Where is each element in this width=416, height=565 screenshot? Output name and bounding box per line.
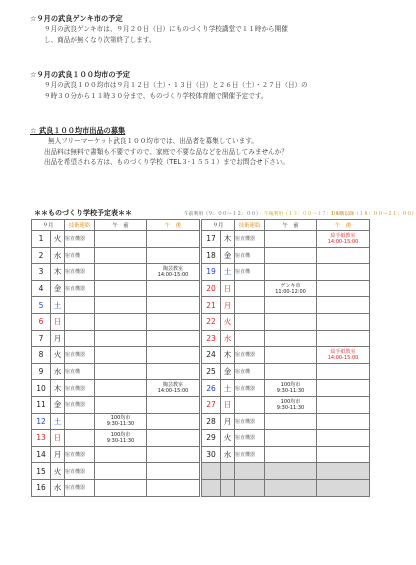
header-row xyxy=(32,220,370,231)
right-day-number: 28 xyxy=(202,413,221,430)
right-pm-event xyxy=(317,247,370,264)
left-day-weekday: 木 xyxy=(51,380,65,397)
right-am-event xyxy=(265,297,317,314)
left-sched-note: 宿直機器 xyxy=(65,347,95,364)
right-day-number: 21 xyxy=(202,297,221,314)
section-title: ☆ 武良１００均市出品の募集 xyxy=(30,126,126,135)
day-row xyxy=(32,280,370,297)
calendar-title: ＊＊ものづくり学校予定表＊＊ xyxy=(34,209,132,217)
right-am-event xyxy=(265,231,317,248)
right-am-event xyxy=(265,446,317,463)
left-header-am: 午 前 xyxy=(95,220,147,231)
right-pm-event xyxy=(317,446,370,463)
left-day-number: 13 xyxy=(32,430,51,447)
left-sched-note xyxy=(65,313,95,330)
right-am-event xyxy=(265,479,317,496)
right-day-weekday: 金 xyxy=(221,363,235,380)
left-pm-event xyxy=(147,330,200,347)
right-day-weekday xyxy=(221,479,235,496)
right-am-event xyxy=(265,313,317,330)
right-am-event: ゲンキ市 11:00-12:00 xyxy=(265,280,317,297)
right-sched-note xyxy=(235,313,265,330)
section-title: ☆９月の武良１００均市の予定 xyxy=(30,70,130,79)
section-100yen-market xyxy=(30,70,380,101)
day-row xyxy=(32,446,370,463)
section-title: ☆９月の武良ゲンキ市の予定 xyxy=(30,14,123,23)
day-row xyxy=(32,396,370,413)
right-day-number: 26 xyxy=(202,380,221,397)
left-pm-event xyxy=(147,347,200,364)
day-row xyxy=(32,363,370,380)
right-day-number: 27 xyxy=(202,396,221,413)
right-pm-event xyxy=(317,396,370,413)
right-sched-note: 宿直機器 xyxy=(235,231,265,248)
left-pm-event xyxy=(147,297,200,314)
left-header-pm: 午 後 xyxy=(147,220,200,231)
left-am-event xyxy=(95,313,147,330)
left-day-number: 7 xyxy=(32,330,51,347)
right-day-number: 17 xyxy=(202,231,221,248)
left-sched-note: 宿直機 xyxy=(65,363,95,380)
left-pm-event xyxy=(147,430,200,447)
left-pm-event xyxy=(147,231,200,248)
left-sched-note xyxy=(65,413,95,430)
left-day-number: 8 xyxy=(32,347,51,364)
day-row xyxy=(32,347,370,364)
right-day-weekday: 水 xyxy=(221,330,235,347)
right-sched-note xyxy=(235,396,265,413)
right-day-weekday: 水 xyxy=(221,446,235,463)
right-am-event xyxy=(265,463,317,480)
section-line: し、商品が無くなり次第終了します。 xyxy=(44,35,156,44)
left-sched-note: 宿直機器 xyxy=(65,463,95,480)
left-day-weekday: 日 xyxy=(51,313,65,330)
left-day-weekday: 火 xyxy=(51,463,65,480)
right-pm-event xyxy=(317,479,370,496)
right-pm-event xyxy=(317,463,370,480)
right-pm-event xyxy=(317,297,370,314)
day-row xyxy=(32,297,370,314)
right-am-event: 100均市 9:30-11:30 xyxy=(265,396,317,413)
left-day-weekday: 水 xyxy=(51,363,65,380)
left-day-number: 4 xyxy=(32,280,51,297)
right-sched-note: 宿直機 xyxy=(235,264,265,281)
right-day-number: 18 xyxy=(202,247,221,264)
right-day-number xyxy=(202,479,221,496)
left-am-event xyxy=(95,247,147,264)
left-sched-note: 宿直機器 xyxy=(65,479,95,496)
left-sched-note xyxy=(65,430,95,447)
right-day-weekday: 火 xyxy=(221,313,235,330)
left-pm-event xyxy=(147,363,200,380)
right-sched-note: 宿直機器 xyxy=(235,347,265,364)
right-day-number: 30 xyxy=(202,446,221,463)
day-row xyxy=(32,479,370,496)
right-pm-event xyxy=(317,330,370,347)
left-pm-event xyxy=(147,413,200,430)
left-am-event: 100均市 9:30-11:30 xyxy=(95,430,147,447)
left-day-weekday: 金 xyxy=(51,280,65,297)
left-am-event xyxy=(95,264,147,281)
right-pm-event xyxy=(317,430,370,447)
left-day-number: 1 xyxy=(32,231,51,248)
right-header-pm: 午 後 xyxy=(317,220,370,231)
right-sched-note: 宿直機器 xyxy=(235,380,265,397)
left-pm-event xyxy=(147,463,200,480)
day-row xyxy=(32,313,370,330)
left-day-number: 9 xyxy=(32,363,51,380)
left-day-number: 5 xyxy=(32,297,51,314)
right-pm-event: 絵手紙教室 14:00-15:00 xyxy=(317,231,370,248)
left-sched-note: 宿直機器 xyxy=(65,280,95,297)
left-am-event xyxy=(95,463,147,480)
legend-evening: １８時以降（１８：００～２１：００） xyxy=(330,212,416,217)
left-sched-note: 宿直機 xyxy=(65,247,95,264)
left-day-number: 3 xyxy=(32,264,51,281)
left-am-event xyxy=(95,347,147,364)
right-day-weekday: 木 xyxy=(221,347,235,364)
day-row xyxy=(32,231,370,248)
left-day-weekday: 日 xyxy=(51,430,65,447)
right-pm-event xyxy=(317,280,370,297)
right-am-event xyxy=(265,264,317,281)
right-day-number: 20 xyxy=(202,280,221,297)
right-sched-note xyxy=(235,280,265,297)
right-header-month: ９月 xyxy=(202,220,235,231)
section-line: 無人フリーマーケット武良１００均市では、出品者を募集しています。 xyxy=(48,137,258,145)
section-line: 出品を希望される方は、ものづくり学校（TEL３-１５５１）までお問合せ下さい。 xyxy=(44,158,290,166)
left-sched-note xyxy=(65,330,95,347)
left-pm-event xyxy=(147,446,200,463)
left-am-event xyxy=(95,446,147,463)
right-sched-note xyxy=(235,463,265,480)
left-am-event xyxy=(95,297,147,314)
right-pm-event xyxy=(317,413,370,430)
left-am-event xyxy=(95,396,147,413)
right-day-number: 22 xyxy=(202,313,221,330)
left-pm-event: 陶芸教室 14:00-15:00 xyxy=(147,264,200,281)
left-day-number: 11 xyxy=(32,396,51,413)
left-day-weekday: 火 xyxy=(51,347,65,364)
right-pm-event xyxy=(317,380,370,397)
left-day-number: 10 xyxy=(32,380,51,397)
left-day-weekday: 土 xyxy=(51,413,65,430)
right-day-number: 23 xyxy=(202,330,221,347)
section-line: ９時３０分から１１時３０分まで、ものづくり学校体育館で開催予定です。 xyxy=(44,91,268,100)
day-row xyxy=(32,380,370,397)
legend-morning: 午前利用（９：００～１２：００） xyxy=(184,212,261,217)
right-sched-note: 宿直機器 xyxy=(235,430,265,447)
right-sched-note: 宿直機 xyxy=(235,247,265,264)
section-line: 出品料は無料で書類も不要ですので、家庭で不要な品などを出品してみませんか？ xyxy=(44,147,288,156)
right-pm-event xyxy=(317,313,370,330)
right-day-number: 29 xyxy=(202,430,221,447)
left-day-weekday: 火 xyxy=(51,231,65,248)
right-sched-note xyxy=(235,297,265,314)
day-row xyxy=(32,430,370,447)
left-sched-note: 宿直機器 xyxy=(65,231,95,248)
day-row xyxy=(32,264,370,281)
right-sched-note: 宿直機 xyxy=(235,363,265,380)
right-day-weekday: 土 xyxy=(221,380,235,397)
right-day-weekday: 木 xyxy=(221,231,235,248)
right-am-event xyxy=(265,330,317,347)
legend-afternoon: 午後利用（１３：００～１７：００） xyxy=(264,212,346,217)
left-day-number: 12 xyxy=(32,413,51,430)
right-sched-note: 宿直機器 xyxy=(235,446,265,463)
left-day-weekday: 木 xyxy=(51,264,65,281)
right-pm-event xyxy=(317,264,370,281)
right-pm-event xyxy=(317,363,370,380)
left-day-number: 2 xyxy=(32,247,51,264)
right-am-event xyxy=(265,413,317,430)
right-sched-note xyxy=(235,330,265,347)
left-sched-note: 宿直機器 xyxy=(65,446,95,463)
left-pm-event xyxy=(147,479,200,496)
right-day-weekday: 月 xyxy=(221,413,235,430)
left-pm-event xyxy=(147,280,200,297)
left-day-weekday: 土 xyxy=(51,297,65,314)
right-am-event xyxy=(265,430,317,447)
left-am-event: 100均市 9:30-11:30 xyxy=(95,413,147,430)
day-row xyxy=(32,413,370,430)
left-am-event xyxy=(95,479,147,496)
left-day-number: 16 xyxy=(32,479,51,496)
left-pm-event xyxy=(147,247,200,264)
left-sched-note xyxy=(65,297,95,314)
left-day-weekday: 水 xyxy=(51,479,65,496)
left-am-event xyxy=(95,330,147,347)
left-pm-event xyxy=(147,396,200,413)
left-header-sched: 技術連絡 xyxy=(65,220,95,231)
right-day-number: 25 xyxy=(202,363,221,380)
right-day-weekday: 土 xyxy=(221,264,235,281)
right-day-weekday: 月 xyxy=(221,297,235,314)
left-sched-note: 宿直機器 xyxy=(65,264,95,281)
left-am-event xyxy=(95,231,147,248)
left-day-weekday: 水 xyxy=(51,247,65,264)
left-sched-note: 宿直機器 xyxy=(65,396,95,413)
day-row xyxy=(32,330,370,347)
left-am-event xyxy=(95,363,147,380)
left-am-event xyxy=(95,280,147,297)
schedule-table xyxy=(31,219,370,497)
day-row xyxy=(32,463,370,480)
right-am-event: 100均市 9:30-11:30 xyxy=(265,380,317,397)
left-am-event xyxy=(95,380,147,397)
left-day-number: 14 xyxy=(32,446,51,463)
right-day-number: 19 xyxy=(202,264,221,281)
section-line: ９月の武良ゲンキ市は、９月２０日（日）にものづくり学校講堂で１１時から開催 xyxy=(44,25,288,33)
right-day-weekday: 金 xyxy=(221,247,235,264)
right-am-event xyxy=(265,247,317,264)
left-day-number: 15 xyxy=(32,463,51,480)
right-day-weekday xyxy=(221,463,235,480)
right-header-am: 午 前 xyxy=(265,220,317,231)
right-pm-event: 絵手紙教室 14:00-15:00 xyxy=(317,347,370,364)
day-row xyxy=(32,247,370,264)
left-day-weekday: 月 xyxy=(51,330,65,347)
right-sched-note: 宿直機器 xyxy=(235,413,265,430)
section-line: ９月の武良１００均市は９月１２日（土）・１３日（日）と２６日（土）・２７日（日）の xyxy=(44,81,308,89)
section-seller-recruitment xyxy=(30,126,380,168)
right-am-event xyxy=(265,347,317,364)
section-genki-market xyxy=(30,14,380,45)
right-sched-note xyxy=(235,479,265,496)
left-pm-event: 陶芸教室 14:00-15:00 xyxy=(147,380,200,397)
left-day-number: 6 xyxy=(32,313,51,330)
left-sched-note: 宿直機器 xyxy=(65,380,95,397)
right-am-event xyxy=(265,363,317,380)
right-day-weekday: 日 xyxy=(221,280,235,297)
right-day-weekday: 火 xyxy=(221,430,235,447)
left-pm-event xyxy=(147,313,200,330)
left-header-month: ９月 xyxy=(32,220,65,231)
right-day-weekday: 日 xyxy=(221,396,235,413)
left-day-weekday: 金 xyxy=(51,396,65,413)
right-header-sched: 技術連絡 xyxy=(235,220,265,231)
left-day-weekday: 月 xyxy=(51,446,65,463)
right-day-number xyxy=(202,463,221,480)
right-day-number: 24 xyxy=(202,347,221,364)
